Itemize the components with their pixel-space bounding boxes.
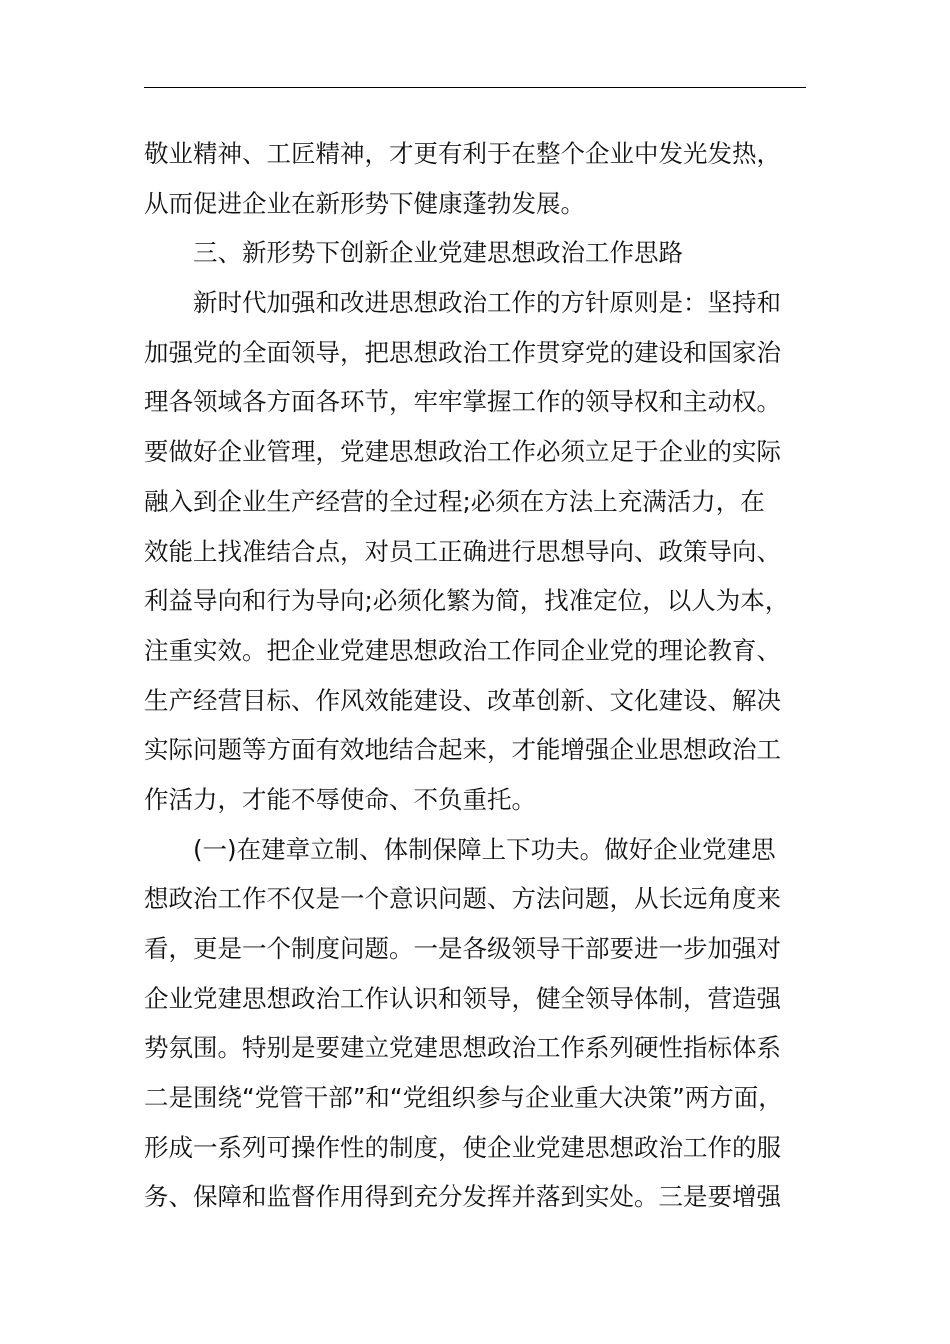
text-line: 新时代加强和改进思想政治工作的方针原则是：坚持和 [193,288,781,318]
text-line: 看，更是一个制度问题。一是各级领导干部要进一步加强对 [144,934,781,963]
text-line: 加强党的全面领导，把思想政治工作贯穿党的建设和国家治 [144,337,781,367]
text-line: 势氛围。特别是要建立党建思想政治工作系列硬性指标体系 [144,1033,781,1063]
text-line: 实际问题等方面有效地结合起来，才能增强企业思想政治工 [144,735,781,765]
text-line: 利益导向和行为导向;必须化繁为简，找准定位，以人为本， [144,586,790,616]
text-line: 企业党建思想政治工作认识和领导，健全领导体制，营造强 [144,983,781,1013]
text-line: 融入到企业生产经营的全过程;必须在方法上充满活力，在 [144,486,765,516]
text-line: 二是围绕“党管干部”和“党组织参与企业重大决策”两方面， [144,1083,783,1113]
text-line: 要做好企业管理，党建思想政治工作必须立足于企业的实际 [144,437,781,467]
text-line: 想政治工作不仅是一个意识问题、方法问题，从长远角度来 [144,884,781,914]
text-line: 注重实效。把企业党建思想政治工作同企业党的理论教育、 [144,635,781,665]
text-line: 理各领域各方面各环节，牢牢掌握工作的领导权和主动权。 [144,387,781,417]
document-body [144,129,844,1222]
section-heading: 三、新形势下创新企业党建思想政治工作思路 [193,238,683,268]
text-line: 务、保障和监督作用得到充分发挥并落到实处。三是要增强 [144,1182,781,1212]
text-line: 敬业精神、工匠精神，才更有利于在整个企业中发光发热， [144,139,781,168]
text-line: 形成一系列可操作性的制度，使企业党建思想政治工作的服 [144,1132,781,1162]
text-line: 效能上找准结合点，对员工正确进行思想导向、政策导向、 [144,536,781,566]
header-rule [144,87,806,88]
text-line: 作活力，才能不辱使命、不负重托。 [144,784,536,814]
text-line: 生产经营目标、作风效能建设、改革创新、文化建设、解决 [144,685,781,715]
subsection-heading: (一)在建章立制、体制保障上下功夫。做好企业党建思 [193,834,776,864]
text-line: 从而促进企业在新形势下健康蓬勃发展。 [144,188,585,218]
